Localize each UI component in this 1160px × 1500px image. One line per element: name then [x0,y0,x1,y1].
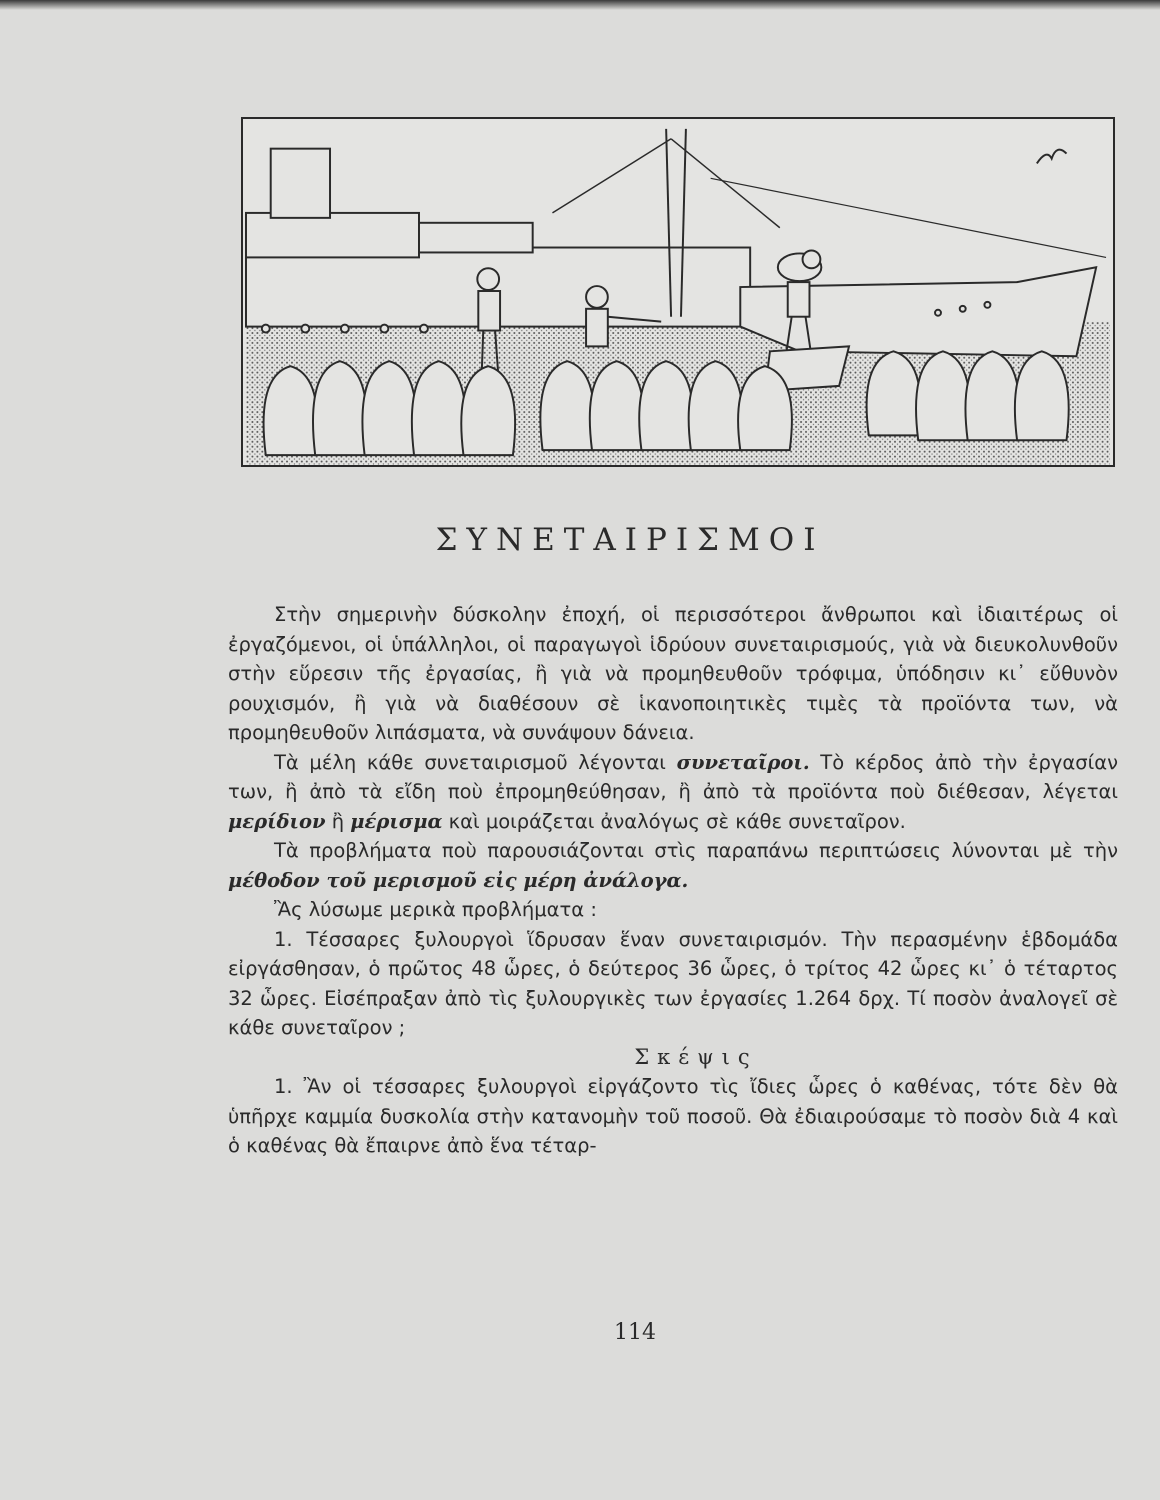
ship-bridge [419,223,533,253]
page-title: ΣΥΝΕΤΑΙΡΙΣΜΟΙ [435,522,825,558]
members-paragraph: Τὰ μέλη κάθε συνεταιρισμοῦ λέγονται συνεταῖροι. Τὸ κέρδος ἀπὸ τὴν ἐργασίαν των, ἢ ἀπὸ τὰ εἴδη ποὺ ἐπρομηθεύθησαν, ἢ ἀπὸ τὰ προϊόντα ποὺ διέθεσαν, λέγεται μερίδιον ἢ μέρισμα καὶ μοιράζεται ἀναλόγως σὲ κάθε συνεταῖρον. [228,750,1118,833]
body-text [228,600,1118,1161]
thought-1: 1. Ἂν οἱ τέσσαρες ξυλουργοὶ εἰργάζοντο τὶς ἴδιες ὧρες ὁ καθένας, τότε δὲν θὰ ὑπῆρχε καμμία δυσκολία στὴν κατανομὴν τοῦ ποσοῦ. Θὰ ἐδιαιρούσαμε τὸ ποσὸν διὰ 4 καὶ ὁ καθένας θὰ ἔπαιρνε ἀπὸ ἕνα τέταρ- [228,1075,1118,1157]
term-method: μέθοδον τοῦ μερισμοῦ εἰς μέρη ἀνάλογα. [228,868,689,892]
harbor-illustration [241,117,1115,467]
method-paragraph: Τὰ προβλήματα ποὺ παρουσιάζονται στὶς παραπάνω περιπτώσεις λύνονται μὲ τὴν μέθοδον τοῦ μερισμοῦ εἰς μέρη ἀνάλογα. [228,839,1118,892]
ship-superstructure [246,213,419,257]
term-dividend: μέρισμα [350,809,443,833]
problem-1: 1. Τέσσαρες ξυλουργοὶ ἵδρυσαν ἕναν συνεταιρισμόν. Τὴν περασμένην ἑβδομάδα εἰργάσθησαν, ὁ πρῶτος 48 ὧρες, ὁ δεύτερος 36 ὧρες, ὁ τρίτος 42 ὧρες κι᾽ ὁ τέταρτος 32 ὧρες. Εἰσέπραξαν ἀπὸ τὶς ξυλουργικὲς των ἐργασίες 1.264 δρχ. Τί ποσὸν ἀναλογεῖ σὲ κάθε συνεταῖρον ; [228,927,1118,1039]
term-partners: συνεταῖροι. [676,750,810,774]
intro-paragraph: Στὴν σημερινὴν δύσκολην ἐποχή, οἱ περισσότεροι ἄνθρωποι καὶ ἰδιαιτέρως οἱ ἐργαζόμενοι, οἱ ὑπάλληλοι, οἱ παραγωγοὶ ἱδρύουν συνεταιρισμούς, γιὰ νὰ διευκολυνθοῦν στὴν εὕρεσιν τῆς ἐργασίας, ἢ γιὰ νὰ προμηθευθοῦν τρόφιμα, ὑπόδησιν κι᾽ εὔθυνὸν ρουχισμόν, ἢ γιὰ νὰ διαθέσουν σὲ ἱκανοποιητικὲς τιμὲς τὰ προϊόντα των, νὰ προμηθευθοῦν λιπάσματα, νὰ συνάψουν δάνεια. [228,603,1118,744]
sacks-left [264,361,516,455]
term-share: μερίδιον [228,809,326,833]
ship-funnel [271,149,330,218]
section-heading: Σκέψις [634,1044,758,1069]
page-number: 114 [614,1320,656,1345]
page-edge-shadow [0,0,1160,10]
problems-intro: Ἂς λύσωμε μερικὰ προβλήματα : [274,898,597,921]
seagull-icon [1037,150,1067,164]
sacks-middle [540,361,792,450]
